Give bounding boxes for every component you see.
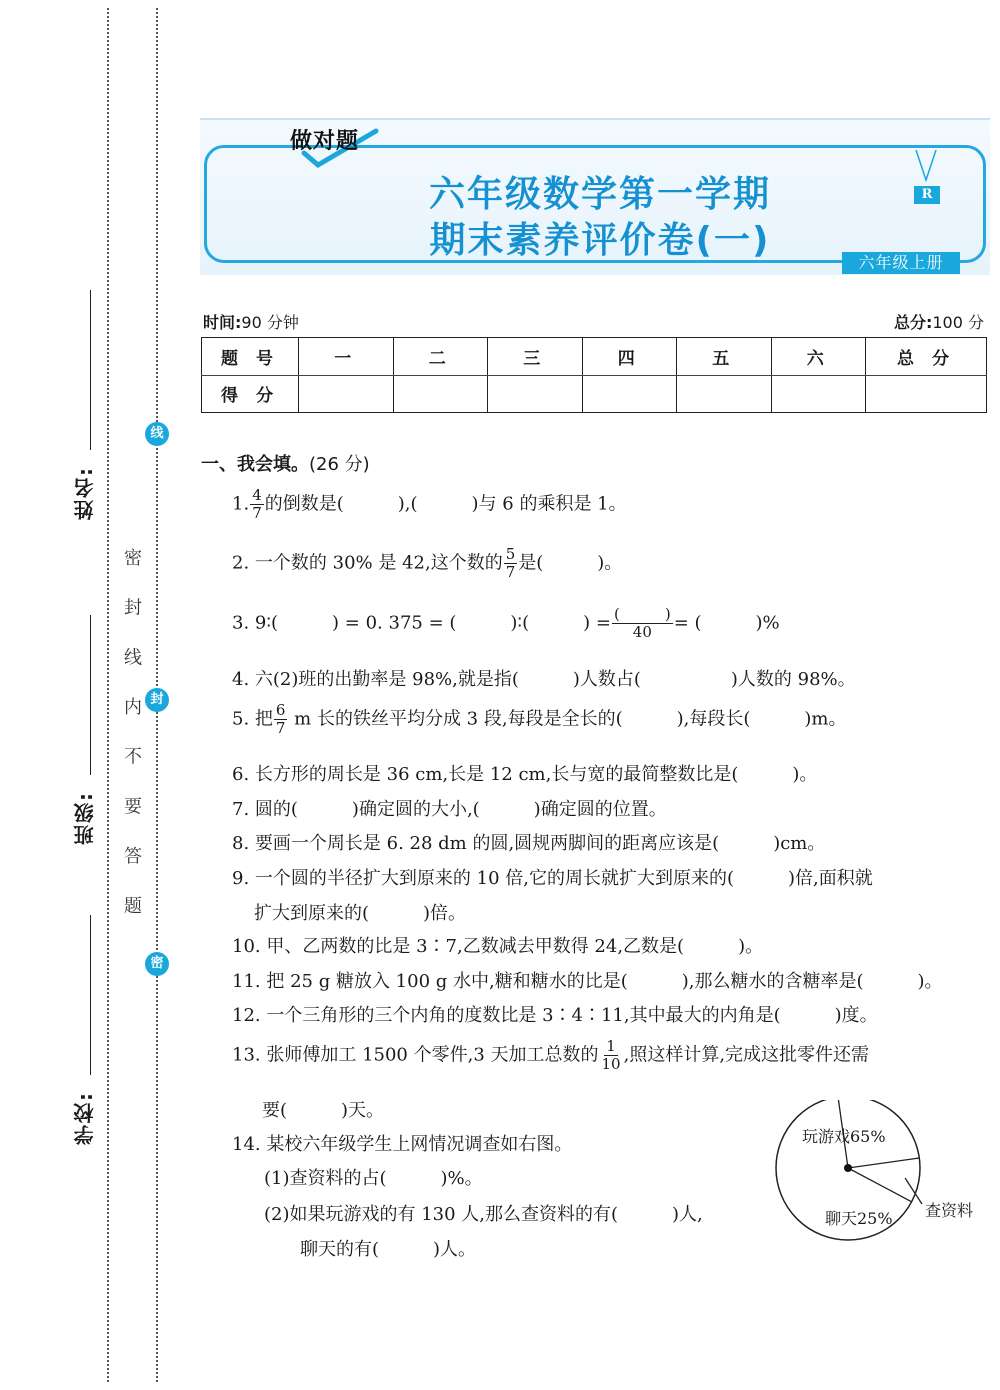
seal-line-badge: 线 bbox=[145, 422, 169, 446]
q2-numerator: 5 bbox=[505, 545, 516, 563]
question-4: 4. 六(2)班的出勤率是 98%,就是指( )人数占( )人数的 98%。 bbox=[232, 669, 856, 690]
pie-chart bbox=[770, 1100, 990, 1250]
score-cell-1[interactable] bbox=[299, 375, 394, 413]
question-14: 14. 某校六年级学生上网情况调查如右图。 bbox=[232, 1134, 573, 1155]
time-label: 时间: bbox=[203, 313, 242, 332]
q1-prefix: 1. bbox=[232, 493, 250, 515]
q5-fraction bbox=[274, 702, 288, 737]
q1-fraction bbox=[250, 487, 264, 522]
section-points: (26 分) bbox=[309, 454, 370, 475]
table-col-total: 总 分 bbox=[866, 338, 987, 376]
score-cell-6[interactable] bbox=[771, 375, 866, 413]
question-7: 7. 圆的( )确定圆的大小,( )确定圆的位置。 bbox=[232, 799, 667, 820]
school-field[interactable] bbox=[62, 915, 102, 1145]
score-cell-2[interactable] bbox=[393, 375, 488, 413]
question-9-continued: 扩大到原来的( )倍。 bbox=[254, 903, 467, 924]
question-13 bbox=[232, 1038, 869, 1073]
question-14-part-1: (1)查资料的占( )%。 bbox=[264, 1168, 483, 1189]
q13-fraction bbox=[600, 1038, 623, 1073]
q1-denominator: 7 bbox=[252, 504, 262, 522]
table-col-5: 五 bbox=[677, 338, 772, 376]
binding-notice: 密 封 线 内 不 要 答 题 bbox=[121, 548, 142, 928]
q5-denominator: 7 bbox=[275, 719, 286, 737]
table-col-4: 四 bbox=[582, 338, 677, 376]
q1-numerator: 4 bbox=[252, 486, 262, 504]
score-cell-4[interactable] bbox=[582, 375, 677, 413]
name-field[interactable] bbox=[62, 290, 102, 520]
question-14-part-2: (2)如果玩游戏的有 130 人,那么查资料的有( )人, bbox=[264, 1204, 703, 1225]
pie-divider-3 bbox=[848, 1158, 919, 1168]
q13-text: ,照这样计算,完成这批零件还需 bbox=[623, 1044, 870, 1066]
section-title-text: 一、我会填。 bbox=[201, 454, 309, 475]
class-label: 班级: bbox=[73, 791, 97, 845]
class-field[interactable] bbox=[62, 615, 102, 845]
table-col-3: 三 bbox=[488, 338, 583, 376]
question-11: 11. 把 25 g 糖放入 100 g 水中,糖和糖水的比是( ),那么糖水的含糖率是( )。 bbox=[232, 971, 943, 992]
binding-dotted-line-outer bbox=[107, 8, 109, 1382]
seal-secret-badge: 密 bbox=[145, 952, 169, 976]
q2-fraction bbox=[504, 546, 518, 581]
school-label: 学校: bbox=[73, 1091, 97, 1145]
table-col-2: 二 bbox=[393, 338, 488, 376]
edition-badge: R bbox=[914, 186, 940, 204]
pie-divider-1 bbox=[848, 1168, 912, 1202]
seal-seal-badge: 封 bbox=[145, 688, 169, 712]
name-label: 姓名: bbox=[73, 466, 97, 520]
q3-text: = ( )% bbox=[673, 612, 780, 634]
pie-label-research: 查资料 bbox=[925, 1201, 974, 1220]
q13-denominator: 10 bbox=[601, 1055, 621, 1073]
school-field-line[interactable] bbox=[90, 915, 91, 1075]
q3-denominator: 40 bbox=[632, 623, 652, 641]
score-cell-5[interactable] bbox=[677, 375, 772, 413]
pie-label-games: 玩游戏65% bbox=[802, 1127, 886, 1146]
q5-numerator: 6 bbox=[275, 701, 286, 719]
question-2 bbox=[232, 546, 622, 581]
question-10: 10. 甲、乙两数的比是 3∶7,乙数减去甲数得 24,乙数是( )。 bbox=[232, 936, 764, 957]
total-label: 总分: bbox=[893, 313, 933, 332]
q3-numerator: ( ) bbox=[613, 605, 671, 623]
question-14-part-2-continued: 聊天的有( )人。 bbox=[300, 1239, 477, 1260]
q2-denominator: 7 bbox=[505, 563, 516, 581]
q3-prefix: 3. 9∶( ) = 0. 375 = ( )∶( ) = bbox=[232, 612, 611, 634]
pie-dividers bbox=[838, 1100, 919, 1202]
q5-prefix: 5. 把 bbox=[232, 708, 273, 730]
question-9: 9. 一个圆的半径扩大到原来的 10 倍,它的周长就扩大到原来的( )倍,面积就 bbox=[232, 868, 873, 889]
grade-tab: 六年级上册 bbox=[842, 252, 960, 274]
pie-center-dot bbox=[844, 1164, 852, 1172]
section-title bbox=[201, 450, 370, 476]
page-title-line2: 期末素养评价卷(一) bbox=[429, 220, 771, 261]
score-table-score-row bbox=[202, 375, 987, 413]
table-col-6: 六 bbox=[771, 338, 866, 376]
class-field-line[interactable] bbox=[90, 615, 91, 775]
question-5 bbox=[232, 702, 846, 737]
score-cell-total[interactable] bbox=[866, 375, 987, 413]
badge-cord-icon bbox=[912, 150, 942, 188]
time-info bbox=[203, 310, 299, 333]
q2-text: 是( )。 bbox=[518, 552, 623, 574]
name-field-line[interactable] bbox=[90, 290, 91, 450]
pie-label-chat: 聊天25% bbox=[825, 1209, 893, 1228]
question-6: 6. 长方形的周长是 36 cm,长是 12 cm,长与宽的最简整数比是( )。 bbox=[232, 764, 818, 785]
q5-text: m 长的铁丝平均分成 3 段,每段是全长的( ),每段长( )m。 bbox=[288, 708, 847, 730]
table-col-1: 一 bbox=[299, 338, 394, 376]
score-cell-3[interactable] bbox=[488, 375, 583, 413]
question-12: 12. 一个三角形的三个内角的度数比是 3∶4∶11,其中最大的内角是( )度。 bbox=[232, 1005, 878, 1026]
score-table-header-row bbox=[202, 338, 987, 376]
time-value: 90 分钟 bbox=[241, 313, 299, 332]
table-row-label: 题 号 bbox=[202, 338, 299, 376]
total-value: 100 分 bbox=[932, 313, 984, 332]
question-8: 8. 要画一个周长是 6. 28 dm 的圆,圆规两脚间的距离应该是( )cm。 bbox=[232, 833, 826, 854]
question-3 bbox=[232, 606, 780, 641]
q1-text: 的倒数是( ),( )与 6 的乘积是 1。 bbox=[264, 493, 627, 515]
header-tag: 做对题 bbox=[290, 129, 360, 154]
q3-fraction bbox=[612, 606, 673, 641]
question-1 bbox=[232, 487, 627, 522]
score-table bbox=[201, 337, 987, 413]
page-title-line1: 六年级数学第一学期 bbox=[428, 174, 771, 215]
q13-prefix: 13. 张师傅加工 1500 个零件,3 天加工总数的 bbox=[232, 1044, 599, 1066]
q2-prefix: 2. 一个数的 30% 是 42,这个数的 bbox=[232, 552, 503, 574]
q13-numerator: 1 bbox=[606, 1037, 616, 1055]
table-row-label: 得 分 bbox=[202, 375, 299, 413]
question-13-continued: 要( )天。 bbox=[262, 1100, 385, 1121]
total-info bbox=[894, 310, 984, 333]
